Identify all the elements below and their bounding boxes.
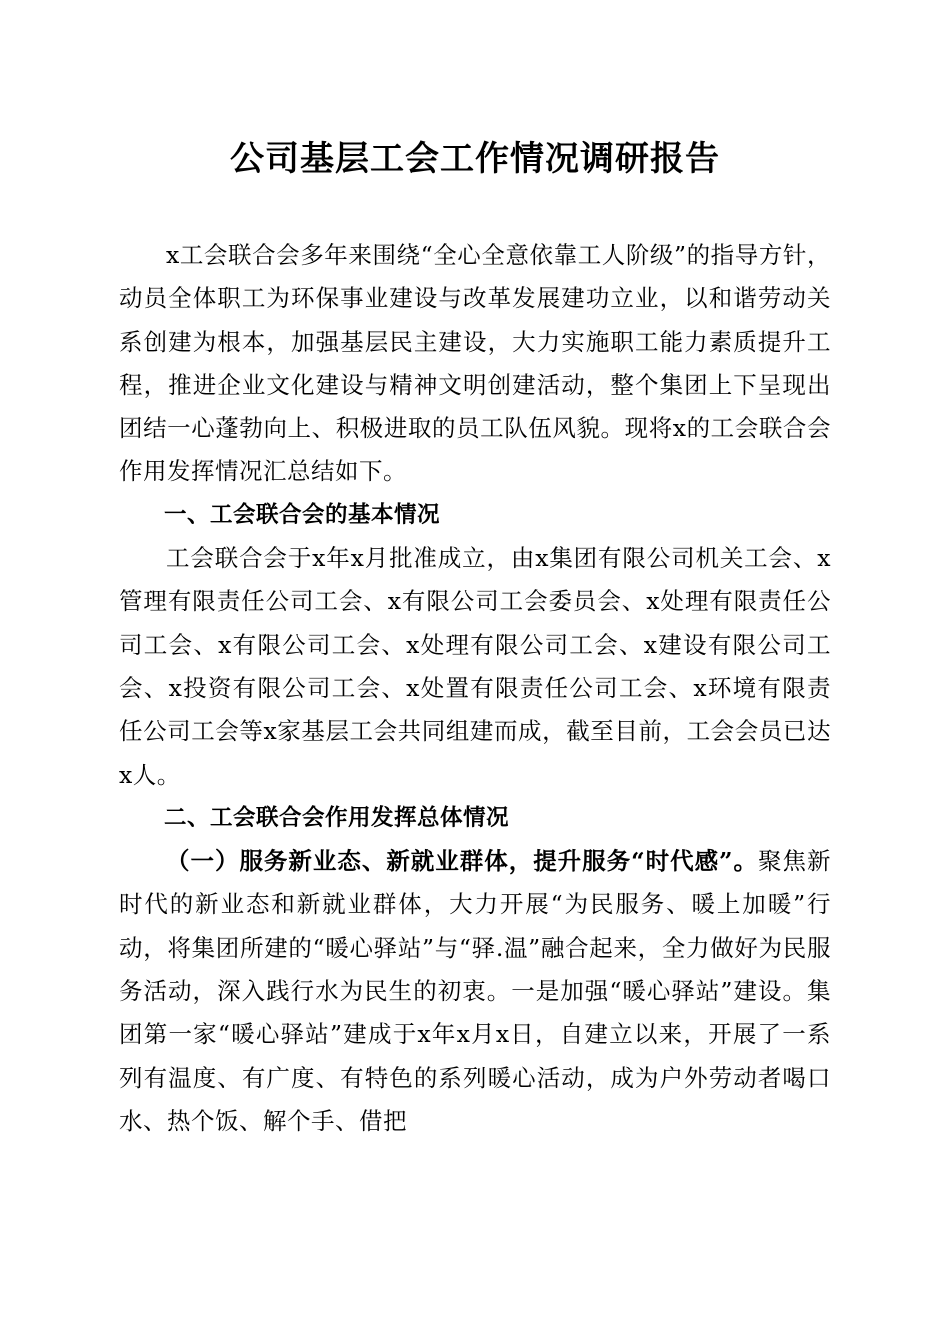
section-2-sub-1-lead: （一）服务新业态、新就业群体，提升服务“时代感”。 [166,847,759,876]
section-2-heading: 二、工会联合会作用发挥总体情况 [164,804,510,831]
section-2-sub-1-paragraph [119,840,831,1143]
section-2-sub-1-text: 聚焦新时代的新业态和新就业群体，大力开展“为民服务、暖上加暖”行动，将集团所建的“暖心驿站”与“驿.温”融合起来，全力做好为民服务活动，深入践行水为民生的初衷。一是加强“暖心驿站”建设。集团第一家“暖心驿站”建成于x年x月x日，自建立以来，开展了一系列有温度、有广度、有特色的系列暖心活动，成为户外劳动者喝口水、热个饭、解个手、借把 [119,847,831,1135]
section-1-paragraph: 工会联合会于x年x月批准成立，由x集团有限公司机关工会、x管理有限责任公司工会、x有限公司工会委员会、x处理有限责任公司工会、x有限公司工会、x处理有限公司工会、x建设有限公司工会、x投资有限公司工会、x处置有限责任公司工会、x环境有限责任公司工会等x家基层工会共同组建而成，截至目前，工会会员已达x人。 [119,544,831,789]
document-body [119,234,831,1143]
document-title: 公司基层工会工作情况调研报告 [230,139,720,179]
intro-paragraph: x工会联合会多年来围绕“全心全意依靠工人阶级”的指导方针，动员全体职工为环保事业建设与改革发展建功立业，以和谐劳动关系创建为根本，加强基层民主建设，大力实施职工能力素质提升工程，推进企业文化建设与精神文明创建活动，整个集团上下呈现出团结一心蓬勃向上、积极进取的员工队伍风貌。现将x的工会联合会作用发挥情况汇总结如下。 [119,241,831,486]
section-1-heading: 一、工会联合会的基本情况 [164,501,441,528]
